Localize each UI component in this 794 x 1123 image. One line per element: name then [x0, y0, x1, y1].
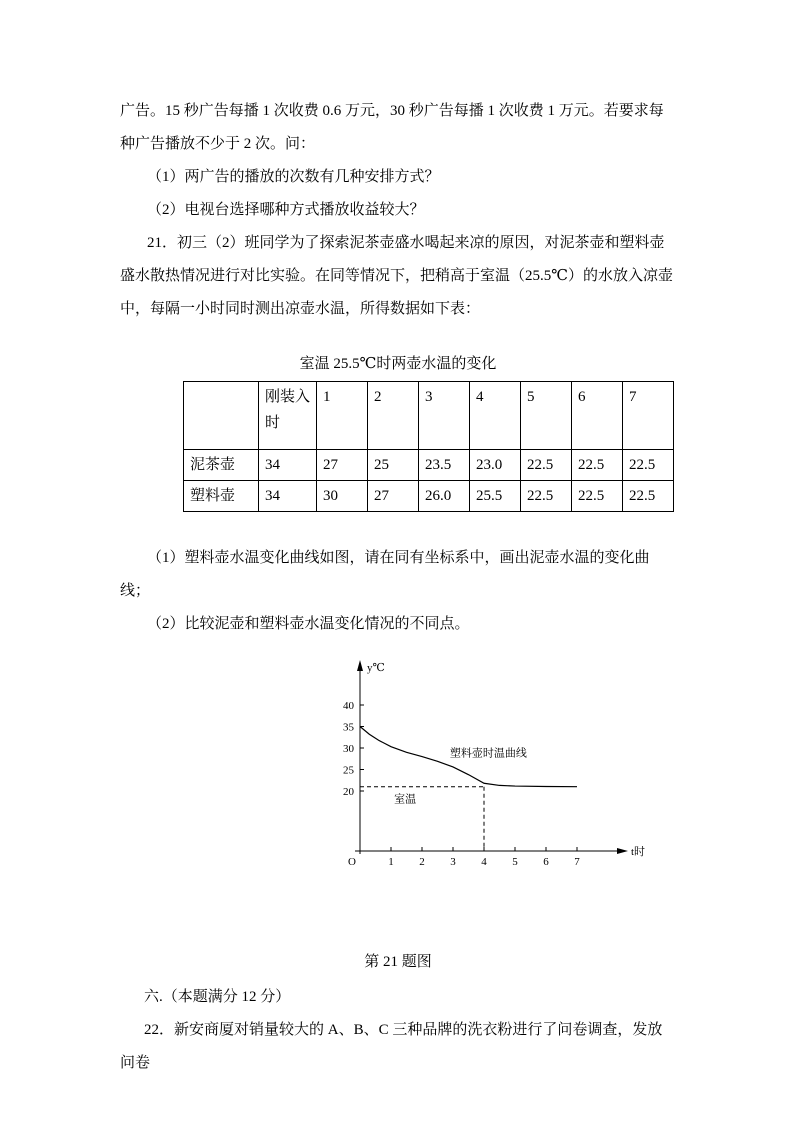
cell: 30 — [317, 481, 368, 512]
column-header-hour: 2 — [368, 382, 419, 450]
table-row-plastic-pot — [184, 481, 674, 512]
svg-text:2: 2 — [419, 856, 425, 868]
cell: 25.5 — [470, 481, 521, 512]
column-header-hour: 3 — [419, 382, 470, 450]
svg-text:6: 6 — [543, 856, 549, 868]
column-header-hour: 6 — [572, 382, 623, 450]
question-21-part1: （1）塑料壶水温变化曲线如图，请在同有坐标系中，画出泥壶水温的变化曲线； — [120, 550, 650, 599]
cell: 22.5 — [572, 481, 623, 512]
cell: 22.5 — [521, 481, 572, 512]
svg-text:30: 30 — [343, 743, 354, 755]
column-header-hour: 1 — [317, 382, 368, 450]
temperature-chart-svg — [315, 641, 660, 876]
cell: 23.0 — [470, 450, 521, 481]
table-row-clay-pot — [184, 450, 674, 481]
cell: 25 — [368, 450, 419, 481]
column-header-hour: 4 — [470, 382, 521, 450]
svg-text:4: 4 — [481, 856, 487, 868]
svg-text:1: 1 — [388, 856, 394, 868]
row-label: 塑料壶 — [184, 481, 259, 512]
section-6-heading: 六.（本题满分 12 分） — [144, 989, 291, 1005]
column-header-hour: 7 — [623, 382, 674, 450]
question-22-stem: 22．新安商厦对销量较大的 A、B、C 三种品牌的洗衣粉进行了问卷调查，发放问卷 — [120, 1022, 663, 1071]
figure-caption: 第 21 题图 — [364, 954, 432, 970]
svg-text:y℃: y℃ — [367, 662, 385, 674]
cell: 22.5 — [572, 450, 623, 481]
question-21-stem: 21．初三（2）班同学为了探索泥茶壶盛水喝起来凉的原因，对泥茶壶和塑料壶盛水散热情况进行对比实验。在同等情况下，把稍高于室温（25.5℃）的水放入凉壶中，每隔一小时同时测出凉壶水温，所得数据如下表： — [120, 235, 674, 317]
svg-text:35: 35 — [343, 721, 354, 734]
temperature-chart — [315, 641, 676, 876]
row-label: 泥茶壶 — [184, 450, 259, 481]
column-header-initial: 刚装入时 — [259, 382, 317, 450]
table-header-row — [184, 382, 674, 450]
svg-text:20: 20 — [343, 786, 354, 798]
cell: 27 — [368, 481, 419, 512]
cell: 22.5 — [623, 450, 674, 481]
svg-text:7: 7 — [574, 856, 580, 868]
svg-text:t时: t时 — [631, 846, 646, 858]
column-header-hour: 5 — [521, 382, 572, 450]
table-title: 室温 25.5℃时两壶水温的变化 — [299, 356, 497, 372]
cell: 26.0 — [419, 481, 470, 512]
cell: 34 — [259, 481, 317, 512]
corner-cell — [184, 382, 259, 450]
svg-text:40: 40 — [343, 700, 354, 712]
temperature-table — [183, 381, 674, 512]
paragraph-ad-pricing: 广告。15 秒广告每播 1 次收费 0.6 万元，30 秒广告每播 1 次收费 1 万元。若要求每种广告播放不少于 2 次。问： — [120, 103, 664, 152]
cell: 22.5 — [521, 450, 572, 481]
question-21-part2: （2）比较泥壶和塑料壶水温变化情况的不同点。 — [147, 616, 470, 632]
svg-text:室温: 室温 — [394, 793, 417, 806]
svg-text:O: O — [348, 856, 356, 868]
question-20-part2: （2）电视台选择哪种方式播放收益较大？ — [147, 202, 425, 218]
svg-text:25: 25 — [343, 764, 354, 777]
svg-text:3: 3 — [450, 856, 456, 868]
svg-text:5: 5 — [512, 856, 518, 868]
cell: 23.5 — [419, 450, 470, 481]
question-20-part1: （1）两广告的播放的次数有几种安排方式？ — [147, 169, 440, 185]
cell: 34 — [259, 450, 317, 481]
cell: 27 — [317, 450, 368, 481]
cell: 22.5 — [623, 481, 674, 512]
svg-text:塑料壶时温曲线: 塑料壶时温曲线 — [449, 747, 527, 760]
